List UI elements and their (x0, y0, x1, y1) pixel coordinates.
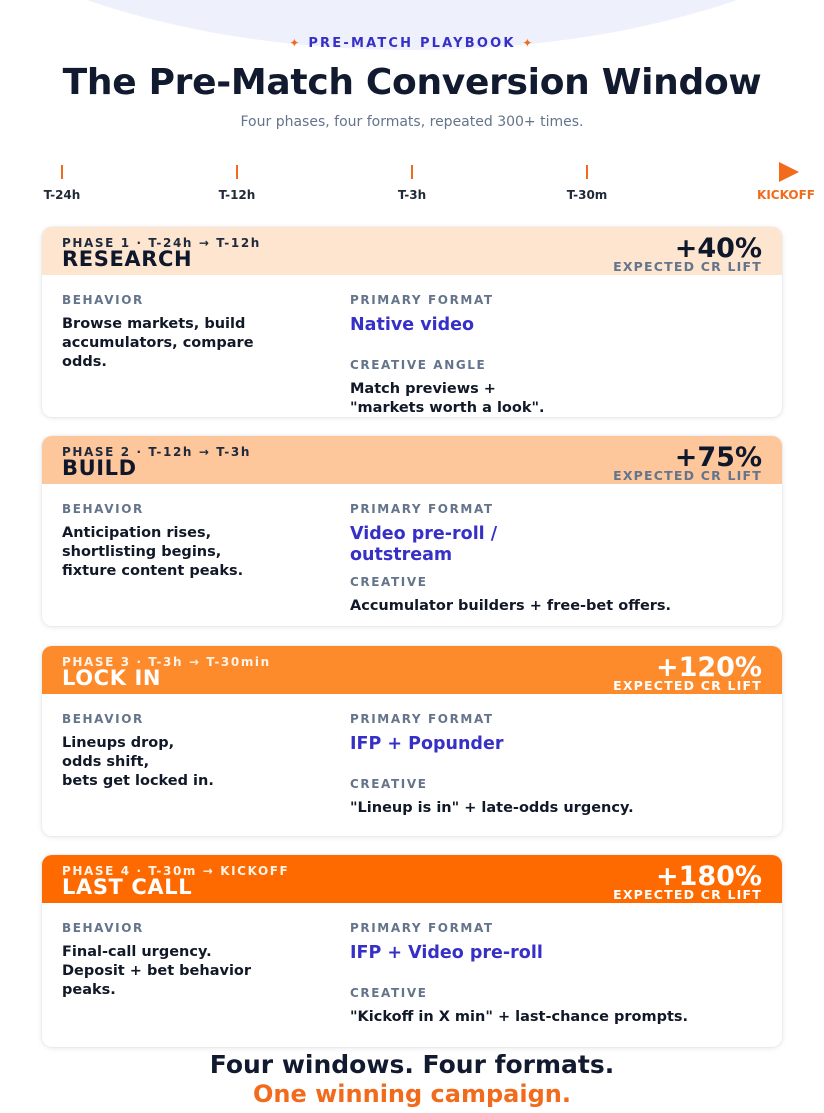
eyebrow-text: PRE-MATCH PLAYBOOK (308, 36, 516, 51)
format-value: IFP + Popunder (350, 734, 504, 754)
timeline-tick (207, 160, 267, 202)
behavior-column (62, 502, 322, 581)
phase-card-lock-in (42, 646, 782, 836)
footer-headline: Four windows. Four formats. (209, 1050, 615, 1079)
phase-name: LOCK IN (62, 666, 162, 690)
timeline-tick (382, 160, 442, 202)
phase-label: PHASE 1 · T-24h → T-12h (62, 236, 261, 250)
format-label: PRIMARY FORMAT (350, 921, 494, 935)
lift-label: EXPECTED CR LIFT (613, 678, 762, 693)
tick-mark (586, 165, 588, 179)
phase-card-last-call (42, 855, 782, 1047)
kickoff-label: KICKOFF (757, 188, 815, 202)
format-value: IFP + Video pre-roll (350, 943, 543, 963)
tick-mark (411, 165, 413, 179)
format-column (350, 921, 770, 1027)
tick-label: T-24h (43, 188, 81, 202)
phase-header (42, 855, 782, 903)
format-column (350, 712, 770, 818)
timeline-tick (32, 160, 92, 202)
phase-header (42, 227, 782, 275)
format-label: PRIMARY FORMAT (350, 293, 494, 307)
creative-label: CREATIVE (350, 575, 428, 589)
phase-body (42, 903, 782, 1047)
phase-body (42, 694, 782, 836)
phase-label: PHASE 4 · T-30m → KICKOFF (62, 864, 290, 878)
behavior-label: BEHAVIOR (62, 921, 144, 935)
phase-label: PHASE 3 · T-3h → T-30min (62, 655, 271, 669)
format-label: PRIMARY FORMAT (350, 502, 494, 516)
phase-name: LAST CALL (62, 875, 193, 899)
behavior-column (62, 293, 322, 372)
behavior-column (62, 712, 322, 791)
creative-text: Match previews + "markets worth a look". (350, 381, 545, 416)
tick-mark (236, 165, 238, 179)
phase-card-build (42, 436, 782, 626)
lift-value: +75% (674, 442, 762, 473)
phase-name: BUILD (62, 456, 137, 480)
lift-value: +40% (674, 233, 762, 264)
phase-header (42, 646, 782, 694)
page-title: The Pre-Match Conversion Window (62, 62, 762, 103)
behavior-text: Final-call urgency. Deposit + bet behavior peaks. (62, 944, 252, 998)
phase-name: RESEARCH (62, 247, 193, 271)
creative-label: CREATIVE (350, 777, 428, 791)
eyebrow (0, 36, 824, 51)
lift-label: EXPECTED CR LIFT (613, 259, 762, 274)
format-value: Native video (350, 315, 475, 335)
timeline-kickoff (756, 160, 816, 202)
tick-mark (61, 165, 63, 179)
format-label: PRIMARY FORMAT (350, 712, 494, 726)
format-column (350, 293, 770, 417)
format-value: Video pre-roll / outstream (350, 524, 498, 565)
tick-label: T-12h (218, 188, 256, 202)
phase-header (42, 436, 782, 484)
play-icon (779, 162, 799, 182)
lift-label: EXPECTED CR LIFT (613, 887, 762, 902)
phase-body (42, 484, 782, 626)
lift-label: EXPECTED CR LIFT (613, 468, 762, 483)
lift-value: +180% (655, 861, 762, 892)
sparkle-icon: ✦ (289, 36, 302, 50)
behavior-label: BEHAVIOR (62, 502, 144, 516)
creative-text: "Kickoff in X min" + last-chance prompts. (350, 1009, 689, 1025)
footer-tagline: One winning campaign. (253, 1080, 571, 1108)
behavior-column (62, 921, 322, 1000)
behavior-text: Lineups drop, odds shift, bets get locked in. (62, 735, 214, 789)
lift-value: +120% (655, 652, 762, 683)
timeline-tick (557, 160, 617, 202)
phase-body (42, 275, 782, 417)
phase-label: PHASE 2 · T-12h → T-3h (62, 445, 251, 459)
creative-text: "Lineup is in" + late-odds urgency. (350, 800, 634, 816)
sparkle-icon: ✦ (522, 36, 535, 50)
behavior-label: BEHAVIOR (62, 293, 144, 307)
behavior-text: Anticipation rises, shortlisting begins, fixture content peaks. (62, 525, 244, 579)
creative-label: CREATIVE (350, 986, 428, 1000)
phase-card-research (42, 227, 782, 417)
behavior-label: BEHAVIOR (62, 712, 144, 726)
tick-label: T-30m (566, 188, 608, 202)
page-subtitle: Four phases, four formats, repeated 300+ times. (240, 114, 584, 130)
format-column (350, 502, 770, 616)
creative-label: CREATIVE ANGLE (350, 358, 487, 372)
behavior-text: Browse markets, build accumulators, compare odds. (62, 316, 254, 370)
creative-text: Accumulator builders + free-bet offers. (350, 598, 672, 614)
timeline (0, 160, 824, 210)
tick-label: T-3h (397, 188, 427, 202)
